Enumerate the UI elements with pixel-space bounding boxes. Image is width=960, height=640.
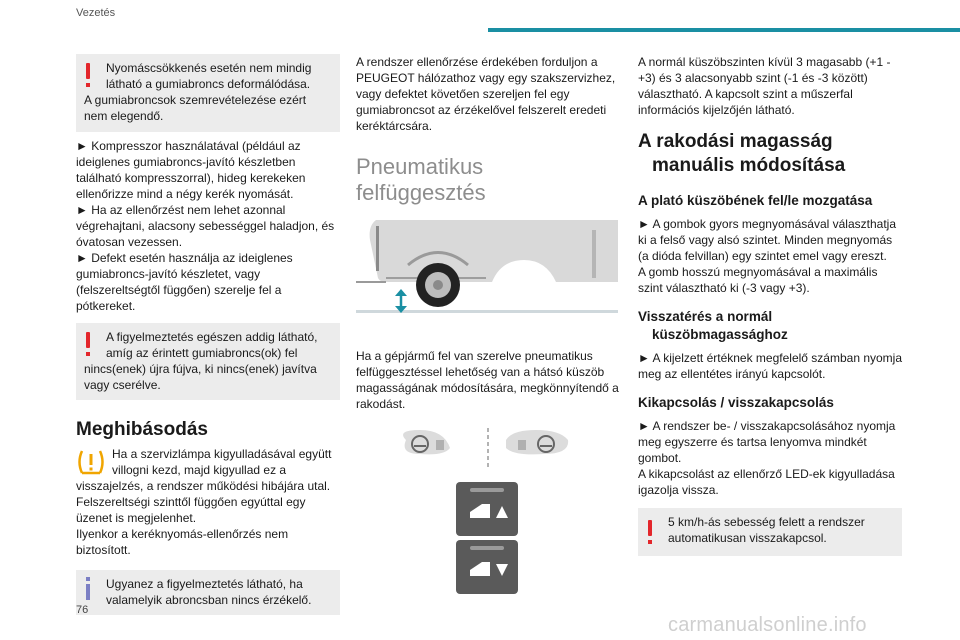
watermark: carmanualsonline.info (668, 614, 867, 636)
column-1 (76, 54, 340, 615)
subheading-return-line-1: Visszatérés a normál (638, 309, 773, 324)
column-2 (356, 54, 620, 596)
fault-text-2: Ilyenkor a keréknyomás-ellenőrzés nem biztosított. (76, 527, 289, 557)
warning-text: 5 km/h-ás sebesség felett a rendszer automatikusan visszakapcsol. (668, 515, 865, 545)
tyre-pressure-warning-icon (76, 448, 106, 476)
warning-text-2: A gumiabroncsok szemrevételezése ezért nem elegendő. (84, 93, 307, 123)
info-text: Ugyanez a figyelmeztetés látható, ha valamelyik abroncsban nincs érzékelő. (106, 577, 312, 607)
intro-text: A rendszer ellenőrzése érdekében forduljon a PEUGEOT hálózathoz vagy egy szakszervizhez, vagy defektet követően szereljen fel egy gumiabroncsot az érzékelővel felszerelt eredeti keréktárcsára. (356, 55, 616, 133)
info-icon (86, 584, 90, 600)
threshold-text: ► A gombok gyors megnyomásával választhatja ki a felső vagy alsó szintet. Minden megnyomás (a dióda felvillan) egy szintet emel vagy ereszt. (638, 217, 897, 263)
pneumatic-heading-line-1: Pneumatikus (356, 154, 484, 179)
fault-text: Ha a szervizlámpa kigyulladásával együtt villogni kezd, majd kigyullad ez a visszajelzés, a rendszer működési hibájára utal. Felszereltségi szinttől függően egyúttal egy üzenet is megjelenhet. (76, 447, 332, 525)
bullet-defect: ► Defekt esetén használja az ideiglenes gumiabroncs-javító készletet, vagy (felszereltségtől függően) szerelje fel a pótkereket. (76, 251, 293, 313)
pneumatic-heading (356, 154, 620, 206)
subheading-threshold: A plató küszöbének fel/le mozgatása (638, 193, 873, 208)
warning-icon (86, 332, 90, 348)
warning-icon (86, 63, 90, 79)
warning-box-3 (638, 508, 902, 556)
column-3 (638, 54, 902, 556)
fault-heading: Meghibásodás (76, 419, 208, 440)
section-title: Vezetés (76, 7, 116, 19)
bullet-slow: ► Ha az ellenőrzést nem lehet azonnal végrehajtani, alacsony sebességgel haladjon, és óvatosan vezessen. (76, 203, 335, 249)
info-box (76, 570, 340, 615)
header-accent-bar (488, 28, 960, 32)
warning-text: Nyomáscsökkenés esetén nem mindig látható a gumiabroncs deformálódása. (106, 61, 312, 91)
page-number: 76 (76, 604, 89, 616)
threshold-text-2: A gomb hosszú megnyomásával a maximális szint választható ki (-3 vagy +3). (638, 265, 878, 295)
toggle-text-2: A kikapcsolást az ellenőrző LED-ek kigyulladása igazolja visszа. (638, 467, 895, 497)
warning-text: A figyelmeztetés egészen addig látható, amíg az érintett gumiabroncs(ok) fel (106, 330, 318, 360)
warning-box-2 (76, 323, 340, 400)
pneumatic-heading-line-2: felfüggesztés (356, 180, 486, 205)
subheading-return-line-2: küszöbmagassághoz (652, 327, 788, 342)
fault-section (76, 446, 340, 558)
bullet-compressor: ► Kompresszor használatával (például az ideiglenes gumiabroncs-javító készletben található kompresszorral), hideg kerekeken ellenőrizze mind a négy kerék nyomását. (76, 139, 306, 201)
warning-text-2: nincs(enek) újra fújva, ki nincs(enek) javítva vagy cserélve. (84, 362, 317, 392)
manual-heading-line-1: A rakodási magasság (638, 131, 833, 152)
van-suspension-illustration (356, 220, 618, 330)
control-buttons-illustration (356, 426, 618, 596)
subheading-return (638, 308, 902, 344)
levels-text: A normál küszöbszinten kívül 3 magasabb (+1 - +3) és 3 alacsonyabb szint (-1 és -3 között) választható. A kapcsolt szint a műszerfal információs kijelzőjén látható. (638, 55, 891, 117)
toggle-text: ► A rendszer be- / visszakapcsolásához nyomja meg egyszerre és tartsa lenyomva mindkét gombot. (638, 419, 896, 465)
manual-heading (638, 130, 902, 178)
return-text: ► A kijelzett értéknek megfelelő számban nyomja meg az ellentétes irányú kapcsolót. (638, 351, 903, 381)
warning-icon (648, 520, 652, 536)
warning-box (76, 54, 340, 132)
pneumatic-text: Ha a gépjármű fel van szerelve pneumatikus felfüggesztéssel lehetőség van a hátsó küszöb magasságának módosítására, megkönnyítendő a rakodást. (356, 349, 619, 411)
manual-heading-line-2: manuális módosítása (652, 155, 846, 176)
subheading-toggle: Kikapcsolás / visszakapcsolás (638, 395, 834, 410)
